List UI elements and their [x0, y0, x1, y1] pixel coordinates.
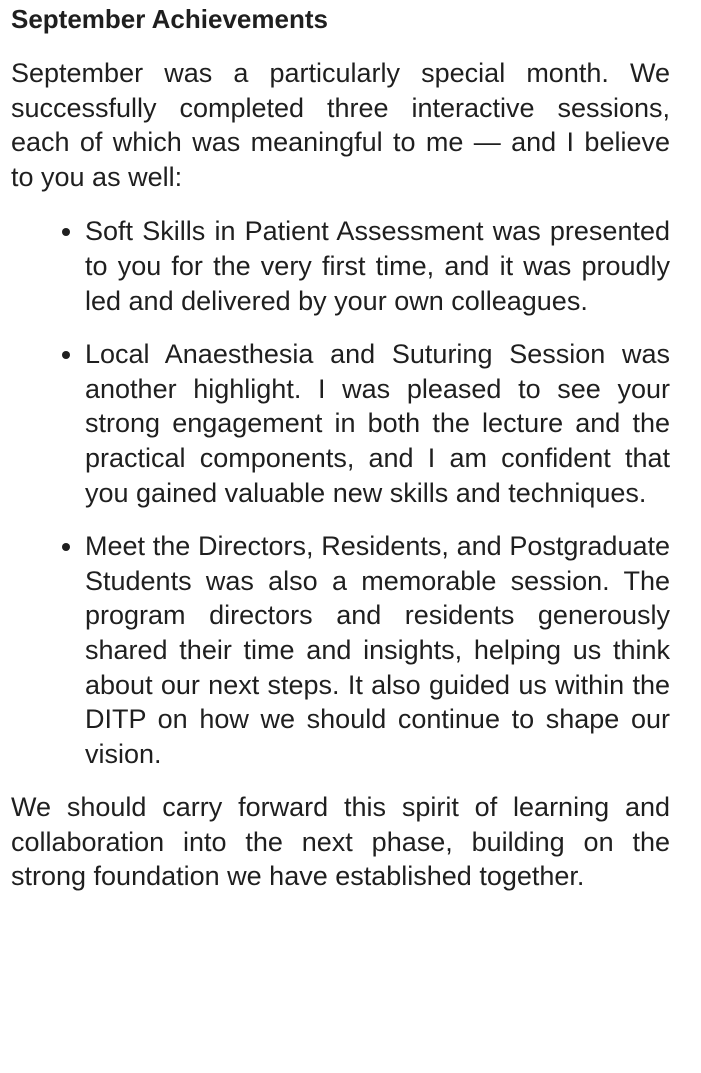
bullet-icon	[62, 228, 70, 236]
list-item	[85, 214, 670, 318]
list-item-text: Local Anaesthesia and Suturing Session was another highlight. I was pleased to see your strong engagement in both the lecture and the practical components, and I am confident that you gained valuable new skills and techniques.	[85, 339, 670, 508]
closing-paragraph: We should carry forward this spirit of learning and collaboration into the next phase, building on the strong foundation we have established together.	[11, 792, 670, 892]
section-heading: September Achievements	[11, 4, 328, 34]
achievements-list	[11, 214, 670, 771]
list-item	[85, 529, 670, 771]
bullet-icon	[62, 543, 70, 551]
bullet-icon	[62, 351, 70, 359]
intro-paragraph: September was a particularly special month. We successfully completed three interactive sessions, each of which was meaningful to me — and I believe to you as well:	[11, 58, 670, 192]
list-item-text: Soft Skills in Patient Assessment was presented to you for the very first time, and it was proudly led and delivered by your own colleagues.	[85, 216, 670, 316]
list-item	[85, 337, 670, 510]
list-item-text: Meet the Directors, Residents, and Postgraduate Students was also a memorable session. The program directors and residents generously shared their time and insights, helping us think about our next steps. It also guided us within the DITP on how we should continue to shape our vision.	[85, 531, 670, 769]
document-page	[0, 2, 701, 894]
